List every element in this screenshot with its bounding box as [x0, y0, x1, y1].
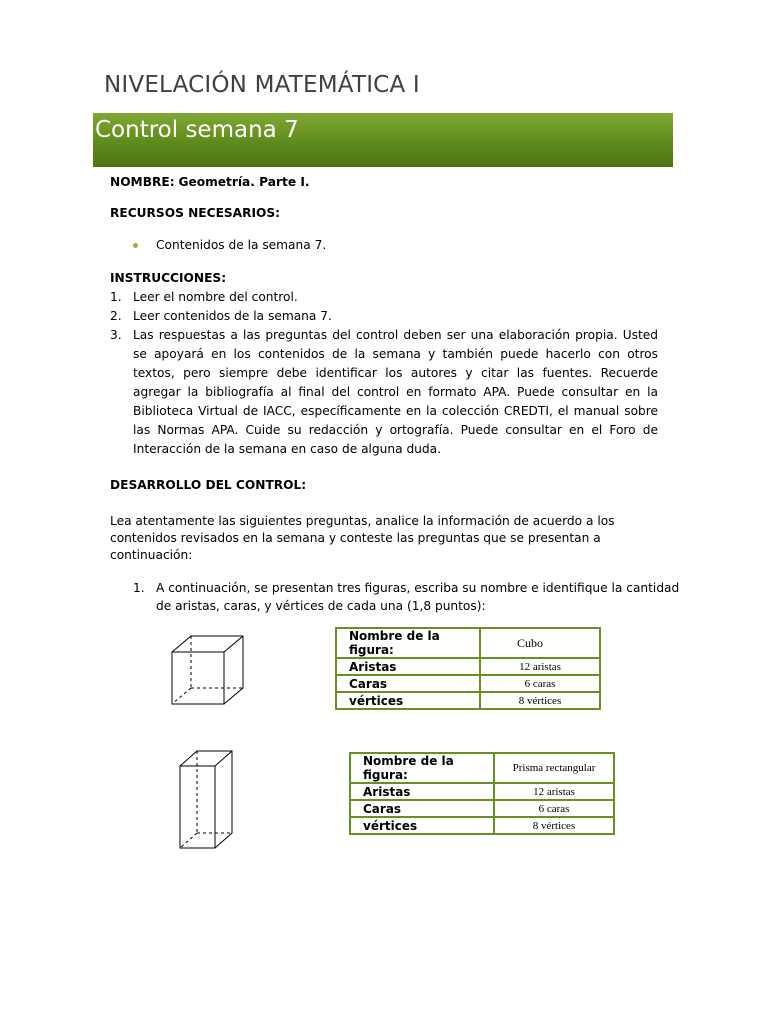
question-text: A continuación, se presentan tres figuras, escriba su nombre e identifique la cantidad de aristas, caras, y vértices de cada una (1,8 puntos): — [156, 581, 680, 613]
instrucciones-label: INSTRUCCIONES: — [110, 271, 227, 285]
table-cell-value: 6 caras — [480, 675, 600, 692]
title-banner — [93, 113, 673, 167]
table-row — [350, 800, 614, 817]
cube-icon — [170, 634, 246, 708]
question-number: 1. — [133, 581, 145, 595]
table-row — [350, 783, 614, 800]
list-item-number: 2. — [110, 309, 122, 323]
table-cell-label: Nombre de la figura: — [336, 628, 480, 658]
rectangular-prism-icon — [178, 749, 234, 851]
table-row — [350, 753, 614, 783]
recursos-item-text: Contenidos de la semana 7. — [156, 238, 327, 252]
table-cell-value: 12 aristas — [480, 658, 600, 675]
desarrollo-label: DESARROLLO DEL CONTROL: — [110, 478, 307, 492]
question-1 — [133, 579, 681, 615]
table-cell-label: Nombre de la figura: — [350, 753, 494, 783]
list-item-number: 1. — [110, 290, 122, 304]
table-cell-label: vértices — [336, 692, 480, 709]
document-header-title: NIVELACIÓN MATEMÁTICA I — [104, 72, 420, 98]
table-row — [350, 817, 614, 834]
figure-2-table — [349, 752, 615, 835]
table-row — [336, 628, 600, 658]
table-cell-value: 8 vértices — [480, 692, 600, 709]
list-item-number: 3. — [110, 328, 122, 342]
table-cell-value: Prisma rectangular — [494, 753, 614, 783]
nombre-label: NOMBRE: — [110, 175, 175, 189]
table-cell-label: Aristas — [336, 658, 480, 675]
table-cell-label: Caras — [350, 800, 494, 817]
list-item-text: Leer el nombre del control. — [133, 290, 298, 304]
table-cell-label: vértices — [350, 817, 494, 834]
table-cell-value: Cubo — [480, 628, 600, 658]
table-cell-value: 12 aristas — [494, 783, 614, 800]
table-row — [336, 658, 600, 675]
nombre-line — [110, 173, 658, 192]
list-item — [110, 288, 658, 307]
list-item — [110, 307, 658, 326]
nombre-value: Geometría. Parte I. — [178, 175, 310, 189]
table-cell-label: Caras — [336, 675, 480, 692]
banner-title: Control semana 7 — [95, 117, 299, 143]
desarrollo-intro: Lea atentamente las siguientes preguntas, analice la información de acuerdo a los contenidos revisados en la semana y conteste las preguntas que se presentan a continuación: — [110, 514, 615, 562]
table-cell-value: 8 vértices — [494, 817, 614, 834]
list-item-text: Las respuestas a las preguntas del control deben ser una elaboración propia. Usted se apoyará en los contenidos de la semana y también puede hacerlo con otros textos, pero siempre debe identificar los autores y citar las fuentes. Recuerde agregar la bibliografía al final del control en formato APA. Puede consultar en la Biblioteca Virtual de IACC, específicamente en la colección CREDTI, el manual sobre las Normas APA. Cuide su redacción y ortografía. Puede consultar en el Foro de Interacción de la semana en caso de alguna duda. — [133, 328, 658, 456]
table-cell-label: Aristas — [350, 783, 494, 800]
list-item-text: Leer contenidos de la semana 7. — [133, 309, 332, 323]
instrucciones-list — [110, 288, 658, 459]
recursos-label: RECURSOS NECESARIOS: — [110, 206, 281, 220]
table-cell-value: 6 caras — [494, 800, 614, 817]
list-item — [110, 326, 658, 459]
figure-1-table — [335, 627, 601, 710]
table-row — [336, 675, 600, 692]
bullet-icon — [133, 243, 138, 248]
table-row — [336, 692, 600, 709]
